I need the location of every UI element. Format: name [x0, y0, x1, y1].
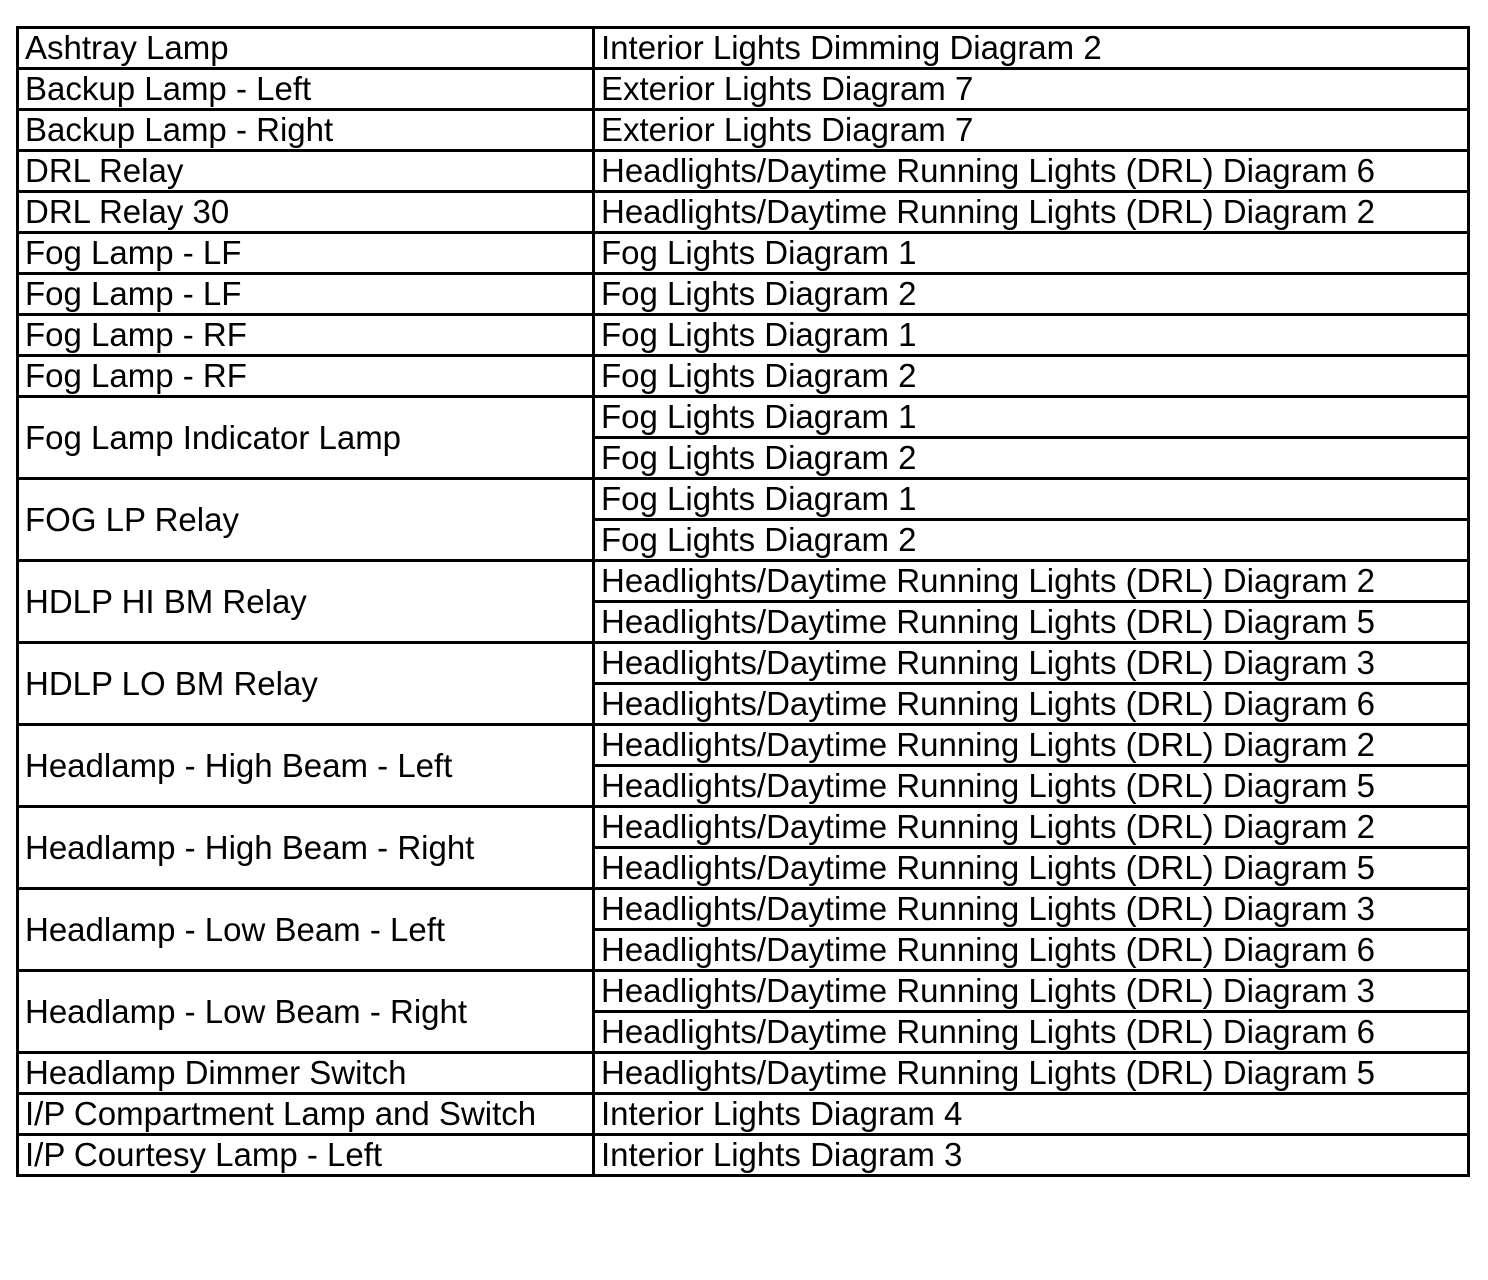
table-row [18, 397, 1469, 438]
table-row [18, 1094, 1469, 1135]
diagram-reference-cell: Fog Lights Diagram 2 [594, 438, 1469, 479]
diagram-reference-cell: Headlights/Daytime Running Lights (DRL) Diagram 5 [594, 1053, 1469, 1094]
component-name-cell: Headlamp - Low Beam - Left [18, 889, 594, 971]
component-name-cell: Backup Lamp - Right [18, 110, 594, 151]
diagram-reference-cell: Interior Lights Diagram 3 [594, 1135, 1469, 1176]
diagram-reference-cell: Headlights/Daytime Running Lights (DRL) Diagram 2 [594, 561, 1469, 602]
diagram-reference-cell: Exterior Lights Diagram 7 [594, 110, 1469, 151]
diagram-reference-cell: Headlights/Daytime Running Lights (DRL) Diagram 2 [594, 192, 1469, 233]
diagram-reference-cell: Fog Lights Diagram 2 [594, 520, 1469, 561]
table-row [18, 561, 1469, 602]
table-row [18, 1053, 1469, 1094]
diagram-reference-cell: Headlights/Daytime Running Lights (DRL) Diagram 2 [594, 807, 1469, 848]
component-name-cell: Backup Lamp - Left [18, 69, 594, 110]
component-name-cell: I/P Compartment Lamp and Switch [18, 1094, 594, 1135]
table-row [18, 192, 1469, 233]
component-name-cell: I/P Courtesy Lamp - Left [18, 1135, 594, 1176]
table-row [18, 643, 1469, 684]
component-name-cell: Fog Lamp - RF [18, 356, 594, 397]
component-name-cell: HDLP LO BM Relay [18, 643, 594, 725]
component-name-cell: Fog Lamp - LF [18, 274, 594, 315]
table-row [18, 889, 1469, 930]
diagram-reference-cell: Fog Lights Diagram 2 [594, 356, 1469, 397]
table-row [18, 725, 1469, 766]
component-name-cell: Headlamp - High Beam - Left [18, 725, 594, 807]
component-name-cell: FOG LP Relay [18, 479, 594, 561]
table-row [18, 151, 1469, 192]
diagram-reference-cell: Headlights/Daytime Running Lights (DRL) Diagram 6 [594, 151, 1469, 192]
table-row [18, 971, 1469, 1012]
diagram-reference-cell: Headlights/Daytime Running Lights (DRL) Diagram 3 [594, 971, 1469, 1012]
component-name-cell: Fog Lamp Indicator Lamp [18, 397, 594, 479]
table-row [18, 479, 1469, 520]
component-name-cell: Fog Lamp - RF [18, 315, 594, 356]
component-name-cell: DRL Relay 30 [18, 192, 594, 233]
component-name-cell: DRL Relay [18, 151, 594, 192]
diagram-reference-cell: Headlights/Daytime Running Lights (DRL) Diagram 3 [594, 643, 1469, 684]
component-name-cell: Fog Lamp - LF [18, 233, 594, 274]
table-row [18, 233, 1469, 274]
diagram-reference-cell: Exterior Lights Diagram 7 [594, 69, 1469, 110]
table-row [18, 807, 1469, 848]
diagram-reference-cell: Headlights/Daytime Running Lights (DRL) Diagram 5 [594, 602, 1469, 643]
component-name-cell: Headlamp - Low Beam - Right [18, 971, 594, 1053]
table-body [18, 28, 1469, 1176]
diagram-reference-cell: Headlights/Daytime Running Lights (DRL) Diagram 5 [594, 848, 1469, 889]
diagram-reference-cell: Headlights/Daytime Running Lights (DRL) Diagram 5 [594, 766, 1469, 807]
diagram-reference-cell: Headlights/Daytime Running Lights (DRL) Diagram 2 [594, 725, 1469, 766]
diagram-reference-cell: Fog Lights Diagram 1 [594, 479, 1469, 520]
diagram-reference-cell: Headlights/Daytime Running Lights (DRL) Diagram 3 [594, 889, 1469, 930]
table-row [18, 315, 1469, 356]
diagram-reference-cell: Headlights/Daytime Running Lights (DRL) Diagram 6 [594, 930, 1469, 971]
diagram-reference-cell: Interior Lights Dimming Diagram 2 [594, 28, 1469, 69]
component-name-cell: Ashtray Lamp [18, 28, 594, 69]
diagram-reference-cell: Interior Lights Diagram 4 [594, 1094, 1469, 1135]
diagram-reference-cell: Fog Lights Diagram 2 [594, 274, 1469, 315]
table-row [18, 356, 1469, 397]
table-row [18, 28, 1469, 69]
table-row [18, 69, 1469, 110]
component-name-cell: HDLP HI BM Relay [18, 561, 594, 643]
table-row [18, 110, 1469, 151]
table-row [18, 1135, 1469, 1176]
table-row [18, 274, 1469, 315]
diagram-reference-cell: Fog Lights Diagram 1 [594, 315, 1469, 356]
component-name-cell: Headlamp Dimmer Switch [18, 1053, 594, 1094]
component-diagram-table [16, 26, 1470, 1177]
component-name-cell: Headlamp - High Beam - Right [18, 807, 594, 889]
diagram-reference-cell: Fog Lights Diagram 1 [594, 233, 1469, 274]
diagram-reference-cell: Headlights/Daytime Running Lights (DRL) Diagram 6 [594, 1012, 1469, 1053]
diagram-reference-cell: Headlights/Daytime Running Lights (DRL) Diagram 6 [594, 684, 1469, 725]
diagram-reference-cell: Fog Lights Diagram 1 [594, 397, 1469, 438]
